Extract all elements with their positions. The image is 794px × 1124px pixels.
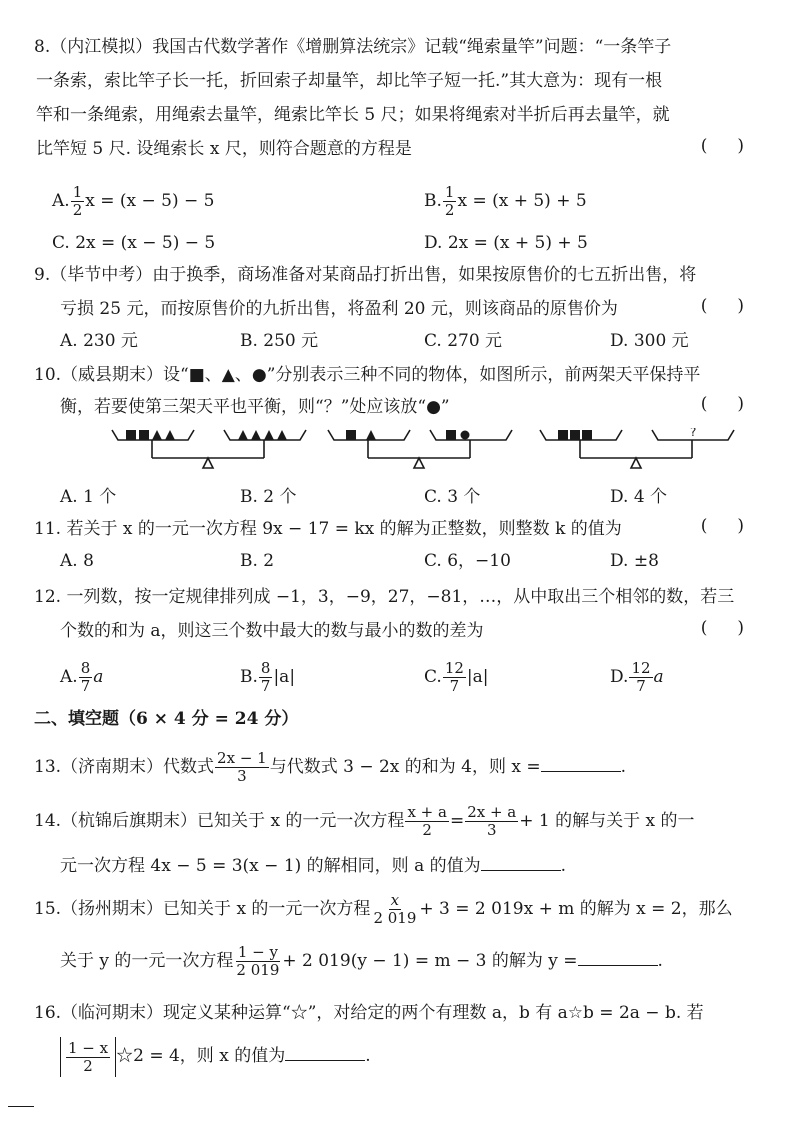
triangle-icon [165,430,175,440]
question-13: 13.（济南期末）代数式 $\frac{2x - 1}{3}$ 与代数式 3 − 2x 的和为 4，则 x = . [34,749,627,785]
fraction: $\frac{12}{7}$ [631,659,651,695]
q9-line-1: 9.（毕节中考）由于换季，商场准备对某商品打折出售，如果按原售价的七五折出售，将 [34,265,697,285]
square-icon [139,430,149,440]
fraction: $\frac{1}{2}$ [444,183,455,219]
answer-blank[interactable] [481,852,561,871]
question-mark: ? [690,428,697,439]
q10-answer-paren: () [700,394,774,414]
q12-option-b[interactable]: B. $\frac{8}{7}$ |a| [240,659,296,695]
question-14: 14.（杭锦后旗期末）已知关于 x 的一元一次方程 $\frac{x + a}{2}$ = $\frac{2x + a}{3}$ + 1 的解与关于 x 的一 元一次方程 4x − 5 = 3(x − 1) 的解相同，则 a 的值为 . [34,803,695,876]
q8-line-2: 一条索，索比竿子长一托，折回索子却量竿，却比竿子短一托.”其大意为：现有一根 [36,71,663,91]
question-9 [34,262,774,362]
q10-option-d[interactable]: D. 4 个 [610,487,668,507]
q11-option-b[interactable]: B. 2 [240,551,275,571]
square-icon [582,430,592,440]
triangle-icon [366,430,376,440]
q8-option-c[interactable]: C. 2x = (x − 5) − 5 [52,233,216,253]
fraction: $\frac{2x + a}{3}$ [467,803,517,839]
answer-blank[interactable] [285,1042,365,1061]
footer-rule [8,1106,34,1107]
q10-line-1: 10.（威县期末）设“■、▲、●”分别表示三种不同的物体，如图所示，前两架天平保持平 [34,365,701,385]
square-icon [126,430,136,440]
circle-icon [461,431,470,440]
square-icon [570,430,580,440]
square-icon [446,430,456,440]
question-15: 15.（扬州期末）已知关于 x 的一元一次方程 $\frac{x}{2 019}$ + 3 = 2 019x + m 的解为 x = 2，那么 关于 y 的一元一次方程 $\frac{1 - y}{2 019}$ + 2 019(y − 1) = m − 3 的解为 y = . [34,891,733,979]
question-11 [34,516,774,576]
fraction: $\frac{1 - y}{2 019}$ [236,943,280,979]
q16-line-1: 16.（临河期末）现定义某种运算“☆”，对给定的两个有理数 a，b 有 a☆b = 2a − b. 若 [34,1003,704,1023]
q12-line-2: 个数的和为 a，则这三个数中最大的数与最小的数的差为 [60,621,484,641]
question-8 [34,34,774,264]
q9-answer-paren: () [700,296,774,316]
q11-line-1: 11. 若关于 x 的一元一次方程 9x − 17 = kx 的解为正整数，则整数 k 的值为 [34,519,622,539]
section-heading-fill-in: 二、填空题（6 × 4 分 = 24 分） [34,709,299,729]
q8-line-1: 8.（内江模拟）我国古代数学著作《增删算法统宗》记载“绳索量竿”问题：“一条竿子 [34,37,672,57]
fraction: $\frac{8}{7}$ [80,659,91,695]
q10-option-b[interactable]: B. 2 个 [240,487,297,507]
answer-blank[interactable] [578,947,658,966]
balance-scale-3 [540,430,734,468]
q12-line-1: 12. 一列数，按一定规律排列成 −1，3，−9，27，−81，…，从中取出三个相邻的数，若三 [34,587,735,607]
fraction: $\frac{x + a}{2}$ [407,803,447,839]
q8-option-a[interactable]: A. $\frac{1}{2}$ x = (x − 5) − 5 [52,183,215,219]
square-icon [558,430,568,440]
question-16: 16.（临河期末）现定义某种运算“☆”，对给定的两个有理数 a，b 有 a☆b = 2a − b. 若 $\frac{1 - x}{2}$ ☆2 = 4，则 x 的值为 . [34,1000,774,1090]
q11-answer-paren: () [700,516,774,536]
answer-blank[interactable] [541,753,621,772]
q8-option-b[interactable]: B. $\frac{1}{2}$ x = (x + 5) + 5 [424,183,587,219]
q10-option-a[interactable]: A. 1 个 [60,487,117,507]
scale-3-objects [558,430,592,440]
fraction: $\frac{1 - x}{2}$ [68,1038,109,1075]
q9-option-d[interactable]: D. 300 元 [610,331,689,351]
q9-option-c[interactable]: C. 270 元 [424,331,503,351]
fraction: $\frac{12}{7}$ [444,659,464,695]
fraction: $\frac{1}{2}$ [72,183,83,219]
balance-scales-figure [110,428,770,478]
triangle-icon [251,430,261,440]
q11-option-a[interactable]: A. 8 [60,551,94,571]
question-12 [34,584,774,694]
q9-option-a[interactable]: A. 230 元 [60,331,138,351]
q11-option-c[interactable]: C. 6，−10 [424,551,511,571]
q8-line-4: 比竿短 5 尺. 设绳索长 x 尺，则符合题意的方程是 [36,139,412,159]
triangle-icon [277,430,287,440]
square-icon [346,430,356,440]
q8-option-d[interactable]: D. 2x = (x + 5) + 5 [424,233,588,253]
q12-answer-paren: () [700,618,774,638]
q11-option-d[interactable]: D. ±8 [610,551,659,571]
fraction: $\frac{8}{7}$ [260,659,271,695]
q8-answer-paren: () [700,136,774,156]
q9-option-b[interactable]: B. 250 元 [240,331,319,351]
q10-option-c[interactable]: C. 3 个 [424,487,481,507]
q12-option-d[interactable]: D. $\frac{12}{7}$ a [610,659,664,695]
fraction: $\frac{x}{2 019}$ [373,891,417,927]
q12-option-a[interactable]: A. $\frac{8}{7}$ a [60,659,104,695]
scale-1-objects [126,430,287,440]
triangle-icon [152,430,162,440]
absolute-value [60,1037,116,1077]
triangle-icon [238,430,248,440]
fraction: $\frac{2x - 1}{3}$ [217,749,267,785]
q10-line-2: 衡，若要使第三架天平也平衡，则“？”处应该放“●” [60,397,450,417]
q12-option-c[interactable]: C. $\frac{12}{7}$ |a| [424,659,489,695]
q9-line-2: 亏损 25 元，而按原售价的九折出售，将盈利 20 元，则该商品的原售价为 [60,299,618,319]
q8-line-3: 竿和一条绳索，用绳索去量竿，绳索比竿长 5 尺；如果将绳索对半折后再去量竿，就 [36,105,670,125]
triangle-icon [264,430,274,440]
